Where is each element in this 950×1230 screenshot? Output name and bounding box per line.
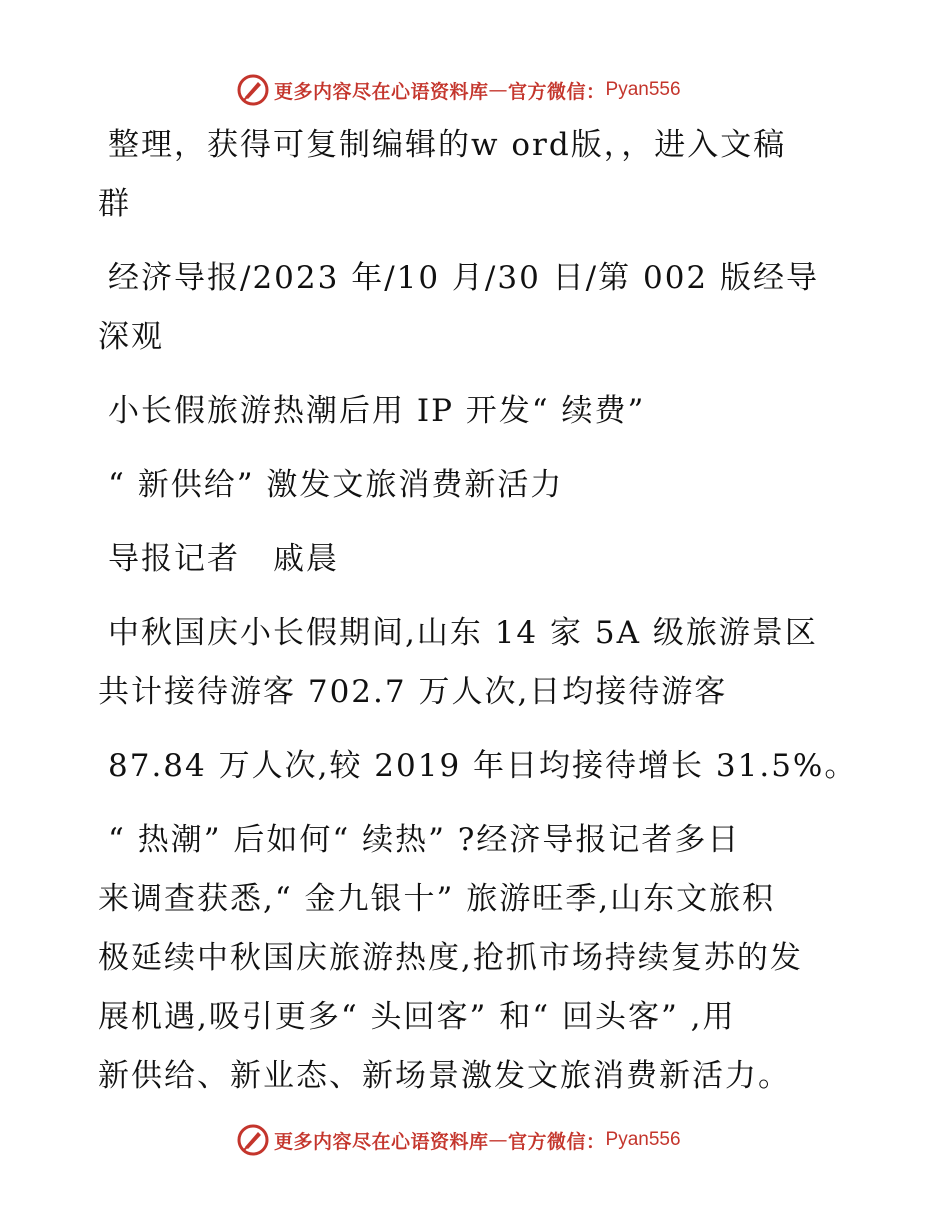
article-subtitle: “ 新供给” 激发文旅消费新活力 xyxy=(108,467,564,503)
text-line: 经济导报/2023 年/10 月/30 日/第 002 版经导 xyxy=(108,260,820,296)
article-title: 小长假旅游热潮后用 IP 开发“ 续费” xyxy=(108,393,646,429)
quill-logo-icon xyxy=(236,1123,270,1157)
text-line: 来调查获悉,“ 金九银十” 旅游旺季,山东文旅积 xyxy=(98,881,776,917)
text-line: 中秋国庆小长假期间,山东 14 家 5A 级旅游景区 xyxy=(108,615,818,651)
footer-watermark xyxy=(236,1122,681,1158)
watermark-separator: — xyxy=(488,1129,509,1151)
watermark-account-label: 官方微信： xyxy=(508,1130,606,1153)
watermark-account-label: 官方微信： xyxy=(508,80,606,103)
quill-logo-icon xyxy=(236,73,270,107)
watermark-account-id: Pyan556 xyxy=(605,79,681,100)
watermark-text: 更多内容尽在心语资料库 xyxy=(274,1130,489,1153)
header-watermark xyxy=(236,72,681,108)
text-line: 展机遇,吸引更多“ 头回客” 和“ 回头客” ,用 xyxy=(98,999,736,1035)
watermark-text: 更多内容尽在心语资料库 xyxy=(274,80,489,103)
text-line: 深观 xyxy=(98,319,164,355)
article-byline: 导报记者 戚晨 xyxy=(108,541,339,577)
text-line: 87.84 万人次,较 2019 年日均接待增长 31.5%。 xyxy=(108,748,858,784)
text-line: “ 热潮” 后如何“ 续热” ?经济导报记者多日 xyxy=(108,822,741,858)
text-line: 共计接待游客 702.7 万人次,日均接待游客 xyxy=(98,674,728,710)
text-line: 新供给、新业态、新场景激发文旅消费新活力。 xyxy=(98,1058,791,1094)
watermark-account-id: Pyan556 xyxy=(605,1129,681,1150)
watermark-separator: — xyxy=(488,79,509,101)
text-line: 极延续中秋国庆旅游热度,抢抓市场持续复苏的发 xyxy=(98,940,803,976)
text-line: 群 xyxy=(98,186,131,222)
text-line: 整理，获得可复制编辑的w ord版，，进入文稿 xyxy=(108,127,787,163)
